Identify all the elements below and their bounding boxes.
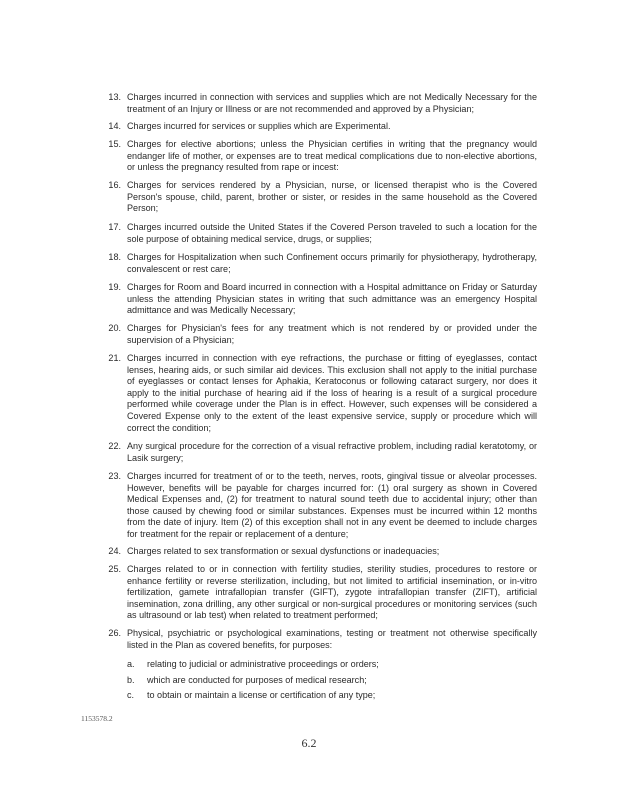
- item-number: 19.: [108, 282, 121, 292]
- item-number: 13.: [108, 92, 121, 102]
- subitem-text: to obtain or maintain a license or certification of any type;: [147, 690, 376, 700]
- item-text: Charges for Room and Board incurred in connection with a Hospital admittance on Friday or Saturday unless the attending Physician states in writing that such admittance was an emergency Hospital admittance and was Medically Necessary;: [127, 282, 537, 316]
- item-text: Charges for Hospitalization when such Confinement occurs primarily for physiotherapy, hydrotherapy, convalescent or rest care;: [127, 252, 537, 274]
- subitem-letter: b.: [127, 675, 135, 685]
- document-id: 1153578.2: [81, 714, 113, 723]
- item-text: Charges incurred in connection with eye refractions, the purchase or fitting of eyeglasses, contact lenses, hearing aids, or such similar aid devices. This exclusion shall not apply to the initial purchase of eyeglasses or contact lenses for Aphakia, Keratoconus or following cataract surgery, nor does it apply to the initial purchase of hearing aid if the loss of hearing is a result of a surgical procedure performed while coverage under the Plan is in effect. However, such expenses will be considered a Covered Expense only to the extent of the least expensive service, supply or procedure which will correct the condition;: [127, 353, 537, 433]
- exclusion-item-21: [107, 353, 537, 434]
- subitem-text: which are conducted for purposes of medical research;: [147, 675, 367, 685]
- exclusion-item-13: [107, 92, 537, 115]
- item-number: 22.: [108, 441, 121, 451]
- item-number: 15.: [108, 139, 121, 149]
- item-number: 26.: [108, 628, 121, 638]
- exclusion-item-20: [107, 323, 537, 346]
- item-text: Charges incurred for treatment of or to the teeth, nerves, roots, gingival tissue or alveolar processes. However, benefits will be payable for charges incurred for: (1) oral surgery as shown in Covered Medical Expenses and, (2) for treatment to natural sound teeth due to accidental injury; other than those caused by chewing food or similar substances. Expenses must be incurred within 12 months from the date of injury. Item (2) of this exception shall not in any event be deemed to include charges for treatment for the repair or replacement of a denture;: [127, 471, 537, 539]
- subitem-a: [127, 659, 537, 671]
- exclusion-item-16: [107, 180, 537, 215]
- exclusion-item-26: [107, 628, 537, 651]
- subitem-text: relating to judicial or administrative proceedings or orders;: [147, 659, 379, 669]
- item-number: 20.: [108, 323, 121, 333]
- item-text: Physical, psychiatric or psychological examinations, testing or treatment not otherwise specifically listed in the Plan as covered benefits, for purposes:: [127, 628, 537, 650]
- exclusion-item-23: [107, 471, 537, 541]
- item-text: Charges related to or in connection with fertility studies, sterility studies, procedures to restore or enhance fertility or reverse sterilization, including, but not limited to artificial insemination, or in-vitro fertilization, gamete intrafallopian transfer (GIFT), zygote intrafallopian transfer (ZIFT), artificial insemination, zona drilling, any other surgical or non-surgical procedures or monitoring services (such as ultrasound or lab test) when related to treatment performed;: [127, 564, 537, 621]
- item-number: 24.: [108, 546, 121, 556]
- item-text: Charges related to sex transformation or sexual dysfunctions or inadequacies;: [127, 546, 440, 556]
- subitem-b: [127, 675, 537, 687]
- item-number: 21.: [108, 353, 121, 363]
- page-number: 6.2: [301, 736, 317, 750]
- exclusion-item-24: [107, 546, 537, 558]
- item-text: Charges incurred outside the United States if the Covered Person traveled to such a location for the sole purpose of obtaining medical service, drugs, or supplies;: [127, 222, 537, 244]
- exclusion-item-25: [107, 564, 537, 622]
- exclusion-item-19: [107, 282, 537, 317]
- subitem-letter: c.: [127, 690, 135, 700]
- exclusion-item-15: [107, 139, 537, 174]
- item-number: 14.: [108, 121, 121, 131]
- item-text: Charges for Physician's fees for any treatment which is not rendered by or provided under the supervision of a Physician;: [127, 323, 537, 345]
- exclusion-item-22: [107, 441, 537, 464]
- subitem-letter: a.: [127, 659, 135, 669]
- item-number: 17.: [108, 222, 121, 232]
- item-text: Charges incurred in connection with services and supplies which are not Medically Necessary for the treatment of an Injury or Illness or are not recommended and approved by a Physician;: [127, 92, 537, 114]
- item-text: Charges for services rendered by a Physician, nurse, or licensed therapist who is the Covered Person's spouse, child, parent, brother or sister, or resides in the same household as the Covered Person;: [127, 180, 537, 214]
- exclusion-item-14: [107, 121, 537, 133]
- item-number: 25.: [108, 564, 121, 574]
- item-text: Any surgical procedure for the correction of a visual refractive problem, including radial keratotomy, or Lasik surgery;: [127, 441, 537, 463]
- exclusion-item-17: [107, 222, 537, 245]
- subitem-c: [127, 690, 537, 702]
- item-number: 16.: [108, 180, 121, 190]
- item-number: 23.: [108, 471, 121, 481]
- item-text: Charges for elective abortions; unless the Physician certifies in writing that the pregnancy would endanger life of mother, or expenses are to treat medical complications due to non-elective abortions, or unless the pregnancy resulted from rape or incest:: [127, 139, 537, 173]
- item-number: 18.: [108, 252, 121, 262]
- item-text: Charges incurred for services or supplies which are Experimental.: [127, 121, 391, 131]
- exclusion-item-18: [107, 252, 537, 275]
